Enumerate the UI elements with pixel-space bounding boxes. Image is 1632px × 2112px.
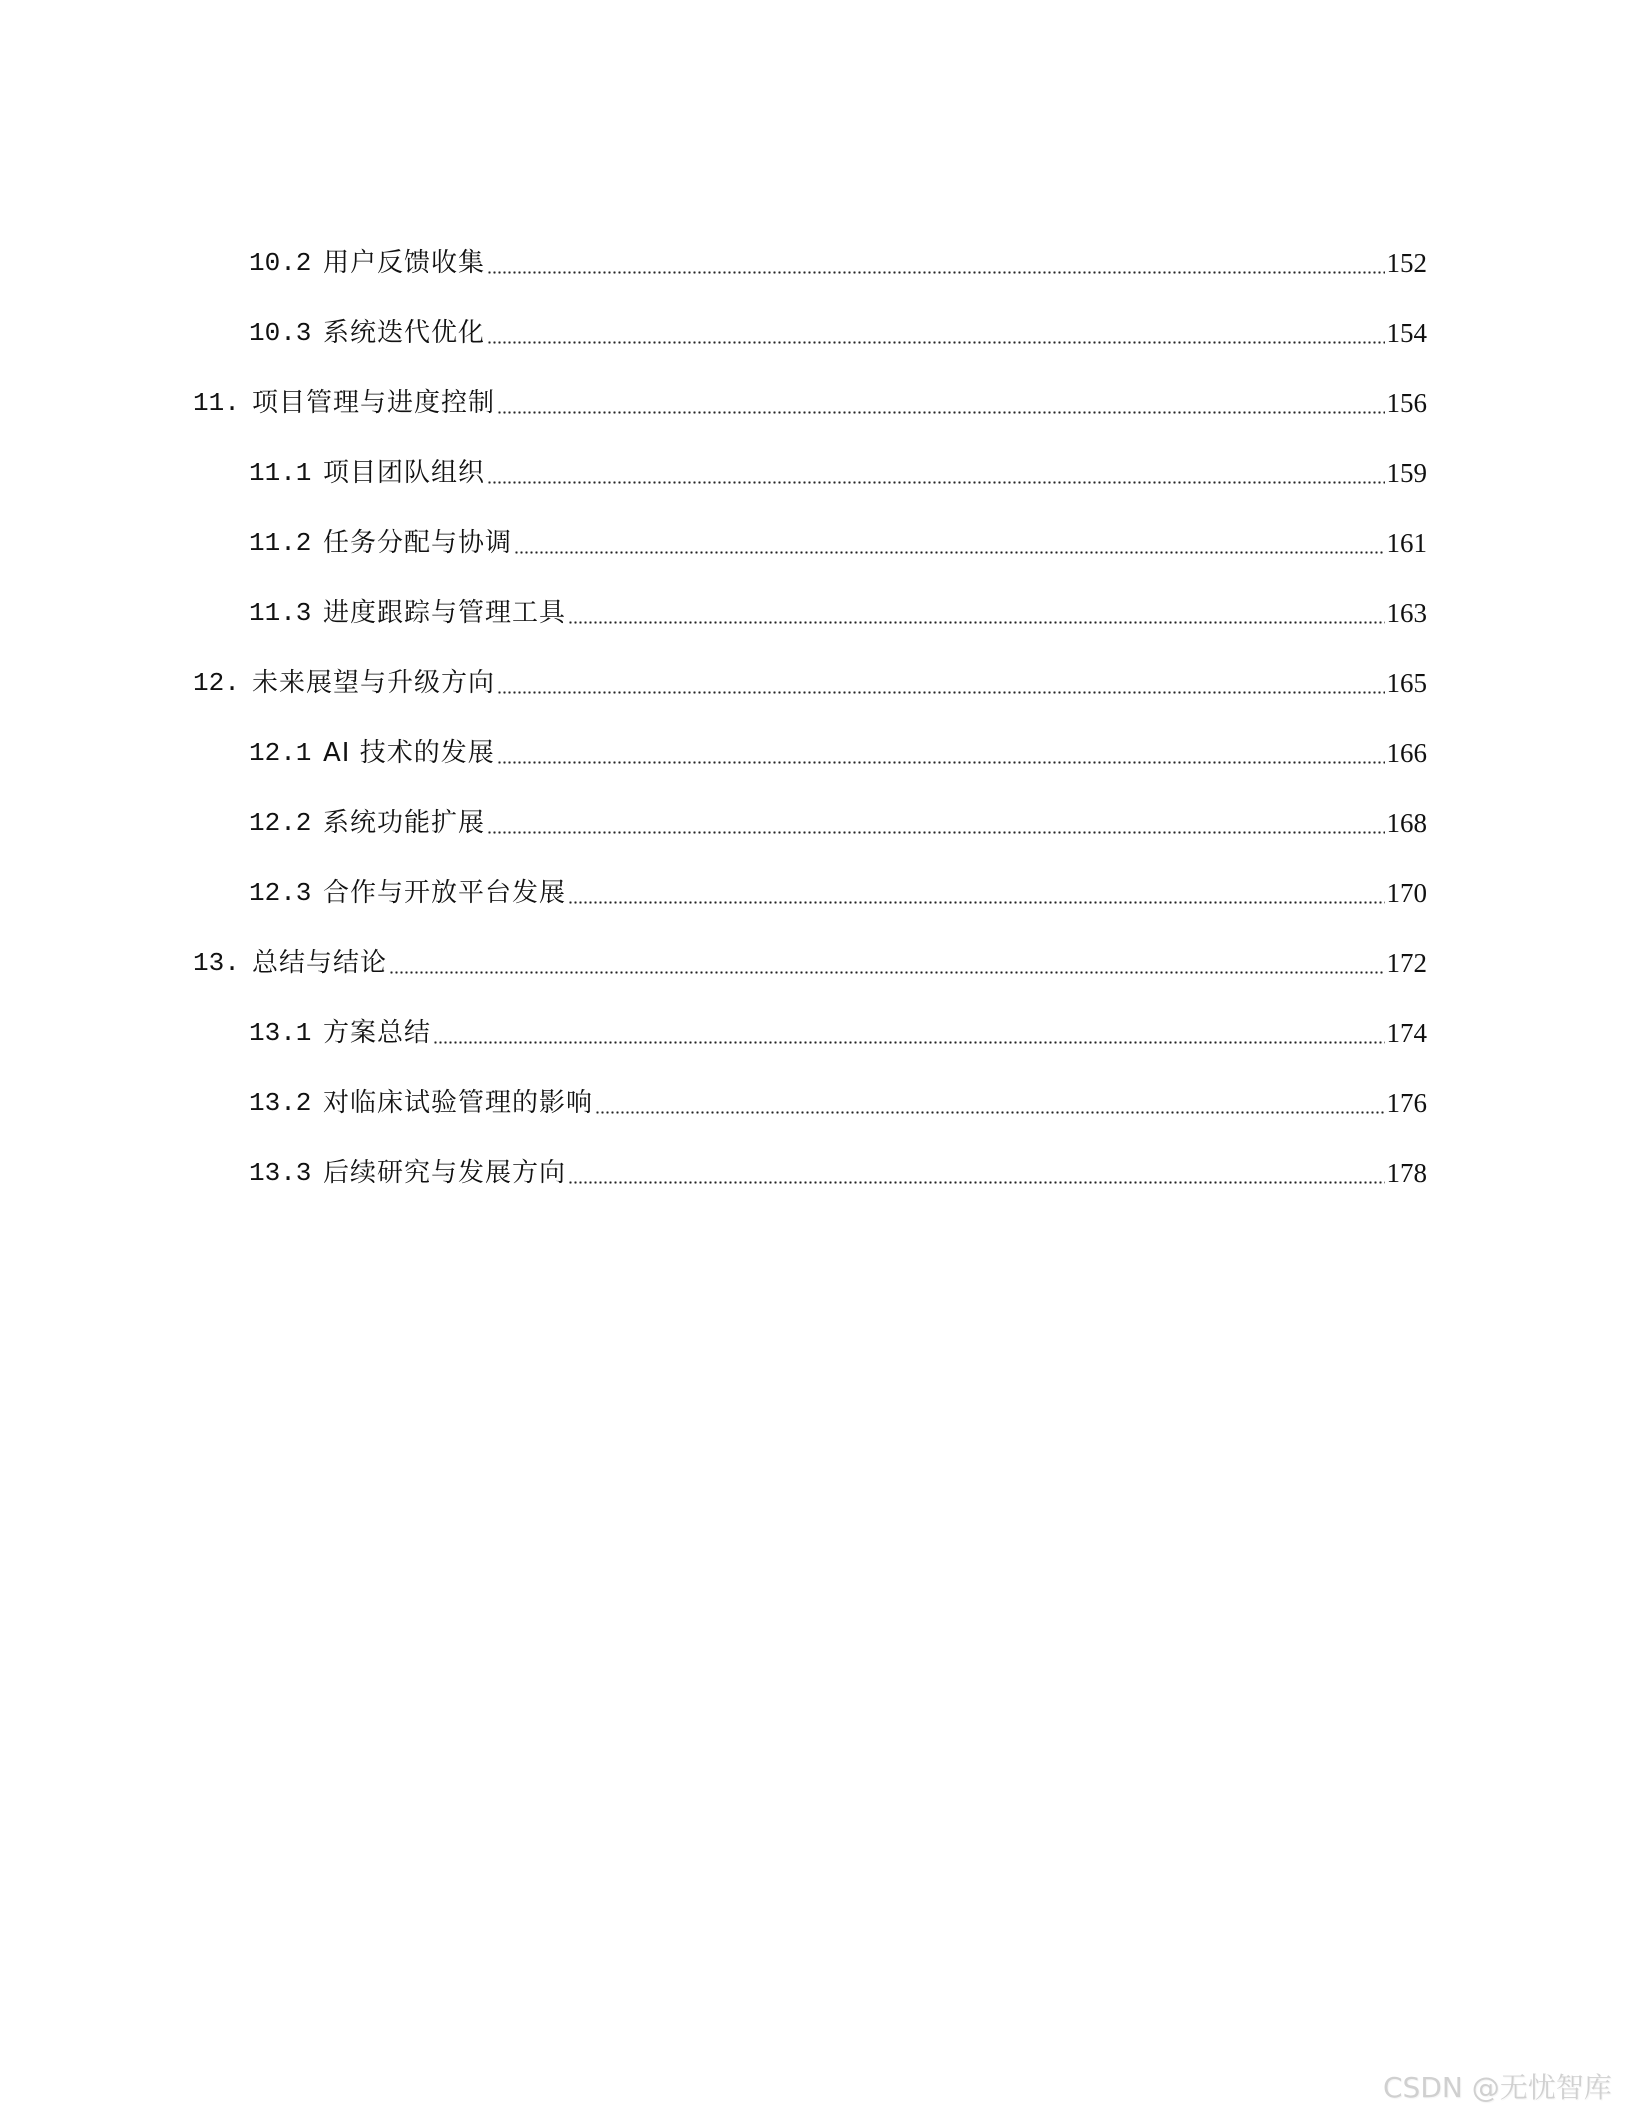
toc-entry-number: 12. bbox=[193, 668, 240, 698]
toc-entry-number: 13. bbox=[193, 948, 240, 978]
toc-entry-page: 154 bbox=[1386, 318, 1427, 348]
toc-entry[interactable] bbox=[249, 1013, 1427, 1053]
toc-entry[interactable] bbox=[249, 243, 1427, 283]
toc-entry-number: 13.1 bbox=[249, 1018, 312, 1048]
toc-entry-number: 13.2 bbox=[249, 1088, 312, 1118]
toc-entry-number: 11.3 bbox=[249, 598, 312, 628]
dot-leader bbox=[389, 971, 1384, 974]
toc-entry[interactable] bbox=[249, 453, 1427, 493]
dot-leader bbox=[497, 411, 1384, 414]
toc-entry-title: 用户反馈收集 bbox=[323, 248, 486, 278]
toc-entry-number: 12.3 bbox=[249, 878, 312, 908]
toc-entry-page: 174 bbox=[1386, 1018, 1427, 1048]
toc-entry-number: 10.3 bbox=[249, 318, 312, 348]
toc-entry-page: 178 bbox=[1386, 1158, 1427, 1188]
toc-entry-number: 13.3 bbox=[249, 1158, 312, 1188]
toc-entry-page: 163 bbox=[1386, 598, 1427, 628]
toc-entry[interactable] bbox=[249, 523, 1427, 563]
toc-entry-number: 11.2 bbox=[249, 528, 312, 558]
toc-entry-page: 156 bbox=[1386, 388, 1427, 418]
dot-leader bbox=[497, 691, 1384, 694]
dot-leader bbox=[487, 481, 1384, 484]
toc-entry[interactable] bbox=[249, 1083, 1427, 1123]
toc-entry[interactable] bbox=[249, 873, 1427, 913]
toc-entry-number: 10.2 bbox=[249, 248, 312, 278]
toc-entry-title: 未来展望与升级方向 bbox=[252, 668, 496, 698]
toc-entry-title: 项目管理与进度控制 bbox=[252, 388, 496, 418]
toc-entry-page: 165 bbox=[1386, 668, 1427, 698]
csdn-watermark: CSDN @无忧智库 bbox=[1383, 2071, 1612, 2104]
toc-chapter-entry[interactable] bbox=[193, 383, 1427, 423]
dot-leader bbox=[568, 1181, 1384, 1184]
toc-entry-page: 152 bbox=[1386, 248, 1427, 278]
toc-entry-page: 161 bbox=[1386, 528, 1427, 558]
dot-leader bbox=[568, 621, 1384, 624]
toc-entry[interactable] bbox=[249, 803, 1427, 843]
toc-entry-title: AI 技术的发展 bbox=[323, 738, 495, 768]
toc-entry-title: 项目团队组织 bbox=[323, 458, 486, 488]
toc-entry-title: 系统功能扩展 bbox=[323, 808, 486, 838]
toc-entry-title: 后续研究与发展方向 bbox=[323, 1158, 567, 1188]
toc-entry-title: 合作与开放平台发展 bbox=[323, 878, 567, 908]
toc-entry-title: 系统迭代优化 bbox=[323, 318, 486, 348]
dot-leader bbox=[497, 761, 1385, 764]
toc-entry-title: 进度跟踪与管理工具 bbox=[323, 598, 567, 628]
toc-entry-page: 172 bbox=[1386, 948, 1427, 978]
toc-entry-title: 方案总结 bbox=[323, 1018, 432, 1048]
toc-entry-page: 159 bbox=[1386, 458, 1427, 488]
toc-entry[interactable] bbox=[249, 593, 1427, 633]
toc-entry-number: 11.1 bbox=[249, 458, 312, 488]
toc-entry-number: 12.2 bbox=[249, 808, 312, 838]
toc-entry-page: 176 bbox=[1386, 1088, 1427, 1118]
toc-entry-number: 11. bbox=[193, 388, 240, 418]
toc-entry-title: 任务分配与协调 bbox=[323, 528, 513, 558]
toc-entry-title: 对临床试验管理的影响 bbox=[323, 1088, 594, 1118]
toc-entry-title: 总结与结论 bbox=[252, 948, 388, 978]
dot-leader bbox=[487, 271, 1384, 274]
dot-leader bbox=[487, 831, 1384, 834]
toc-entry[interactable] bbox=[249, 733, 1427, 773]
toc-entry[interactable] bbox=[249, 313, 1427, 353]
toc-entry-page: 170 bbox=[1386, 878, 1427, 908]
toc-chapter-entry[interactable] bbox=[193, 943, 1427, 983]
dot-leader bbox=[514, 551, 1384, 554]
toc-entry-page: 166 bbox=[1386, 738, 1427, 768]
toc-entry-page: 168 bbox=[1386, 808, 1427, 838]
dot-leader bbox=[595, 1111, 1384, 1114]
dot-leader bbox=[568, 901, 1384, 904]
toc-entry-number: 12.1 bbox=[249, 738, 312, 768]
toc-chapter-entry[interactable] bbox=[193, 663, 1427, 703]
dot-leader bbox=[487, 341, 1384, 344]
dot-leader bbox=[433, 1041, 1384, 1044]
toc-entry[interactable] bbox=[249, 1153, 1427, 1193]
